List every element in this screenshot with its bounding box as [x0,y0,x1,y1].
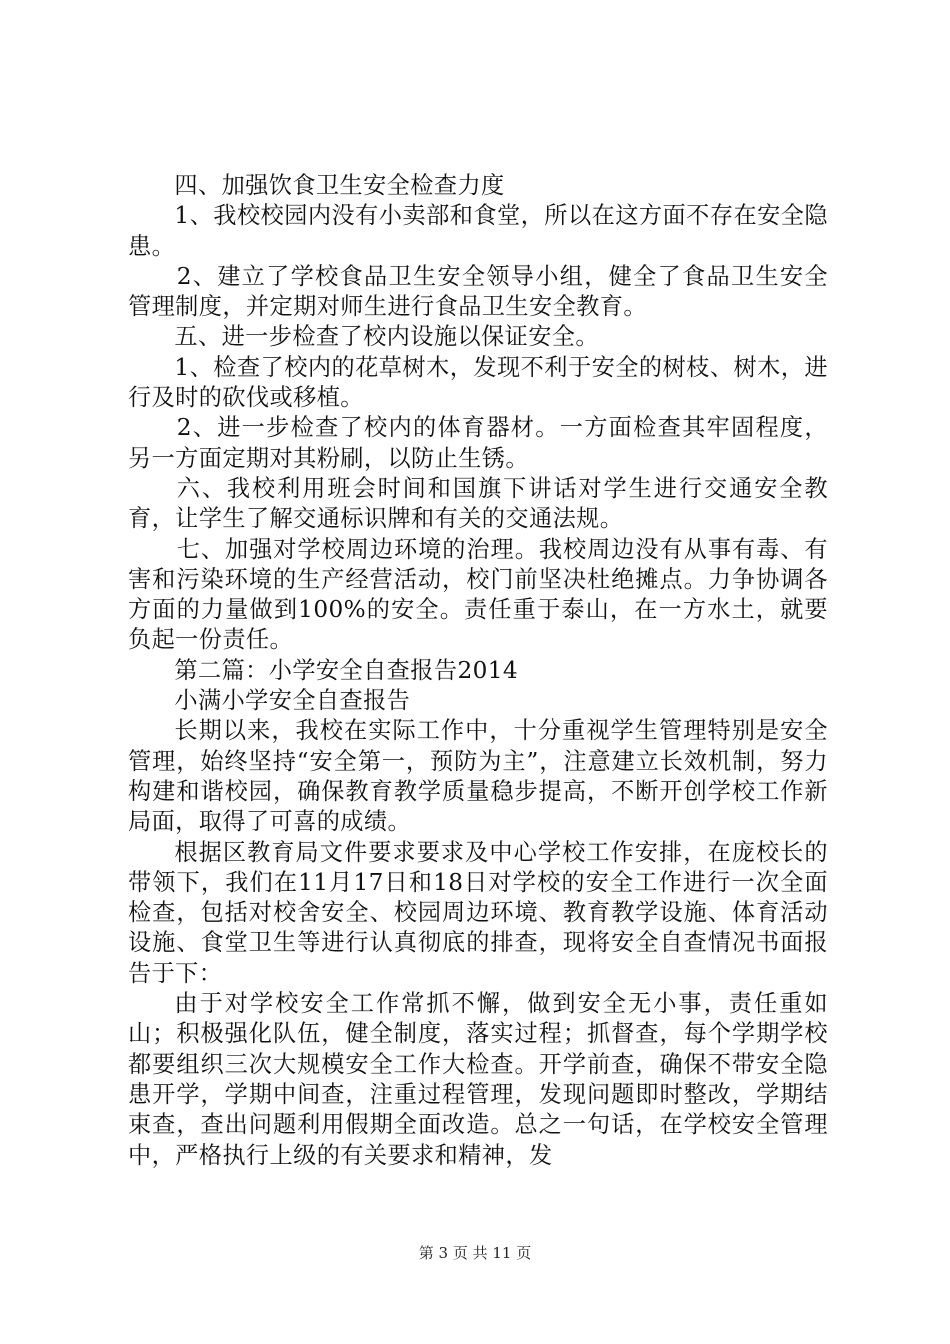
page-number-footer: 第 3 页 共 11 页 [418,1244,532,1262]
paragraph: 长期以来，我校在实际工作中，十分重视学生管理特别是安全管理，始终坚持“安全第一，预防为主”，注意建立长效机制，努力构建和谐校园，确保教育教学质量稳步提高，不断开创学校工作新局面，取得了可喜的成绩。 [128,717,828,836]
document-body [128,171,828,1171]
paragraph: 1、我校校园内没有小卖部和食堂，所以在这方面不存在安全隐患。 [128,202,828,260]
paragraph: 2、进一步检查了校内的体育器材。一方面检查其牢固程度，另一方面定期对其粉刷，以防止生锈。 [128,414,828,472]
paragraph: 六、我校利用班会时间和国旗下讲话对学生进行交通安全教育，让学生了解交通标识牌和有关的交通法规。 [128,474,828,533]
paragraph: 根据区教育局文件要求要求及中心学校工作安排，在庞校长的带领下，我们在11月17日和18日对学校的安全工作进行一次全面检查，包括对校舍安全、校园周边环境、教育教学设施、体育活动设施、食堂卫生等进行认真彻底的排查，现将安全自查情况书面报告于下： [128,838,828,987]
report-title: 小满小学安全自查报告 [174,687,411,715]
section-heading-food-safety: 四、加强饮食卫生安全检查力度 [174,172,505,199]
paragraph: 七、加强对学校周边环境的治理。我校周边没有从事有毒、有害和污染环境的生产经营活动，校门前坚决杜绝摊点。力争协调各方面的力量做到100%的安全。责任重于泰山，在一方水土，就要负起一份责任。 [128,535,828,654]
paragraph: 由于对学校安全工作常抓不懈，做到安全无小事，责任重如山；积极强化队伍，健全制度，落实过程；抓督查，每个学期学校都要组织三次大规模安全工作大检查。开学前查，确保不带安全隐患开学，学期中间查，注重过程管理，发现问题即时整改，学期结束查，查出问题利用假期全面改造。总之一句话，在学校安全管理中，严格执行上级的有关要求和精神，发 [128,990,828,1169]
paragraph: 1、检查了校内的花草树木，发现不利于安全的树枝、树木，进行及时的砍伐或移植。 [128,353,828,412]
chapter-title: 第二篇：小学安全自查报告2014 [174,656,519,684]
section-heading-facilities: 五、进一步检查了校内设施以保证安全。 [174,323,599,351]
paragraph: 2、建立了学校食品卫生安全领导小组，健全了食品卫生安全管理制度，并定期对师生进行食品卫生安全教育。 [128,262,828,321]
